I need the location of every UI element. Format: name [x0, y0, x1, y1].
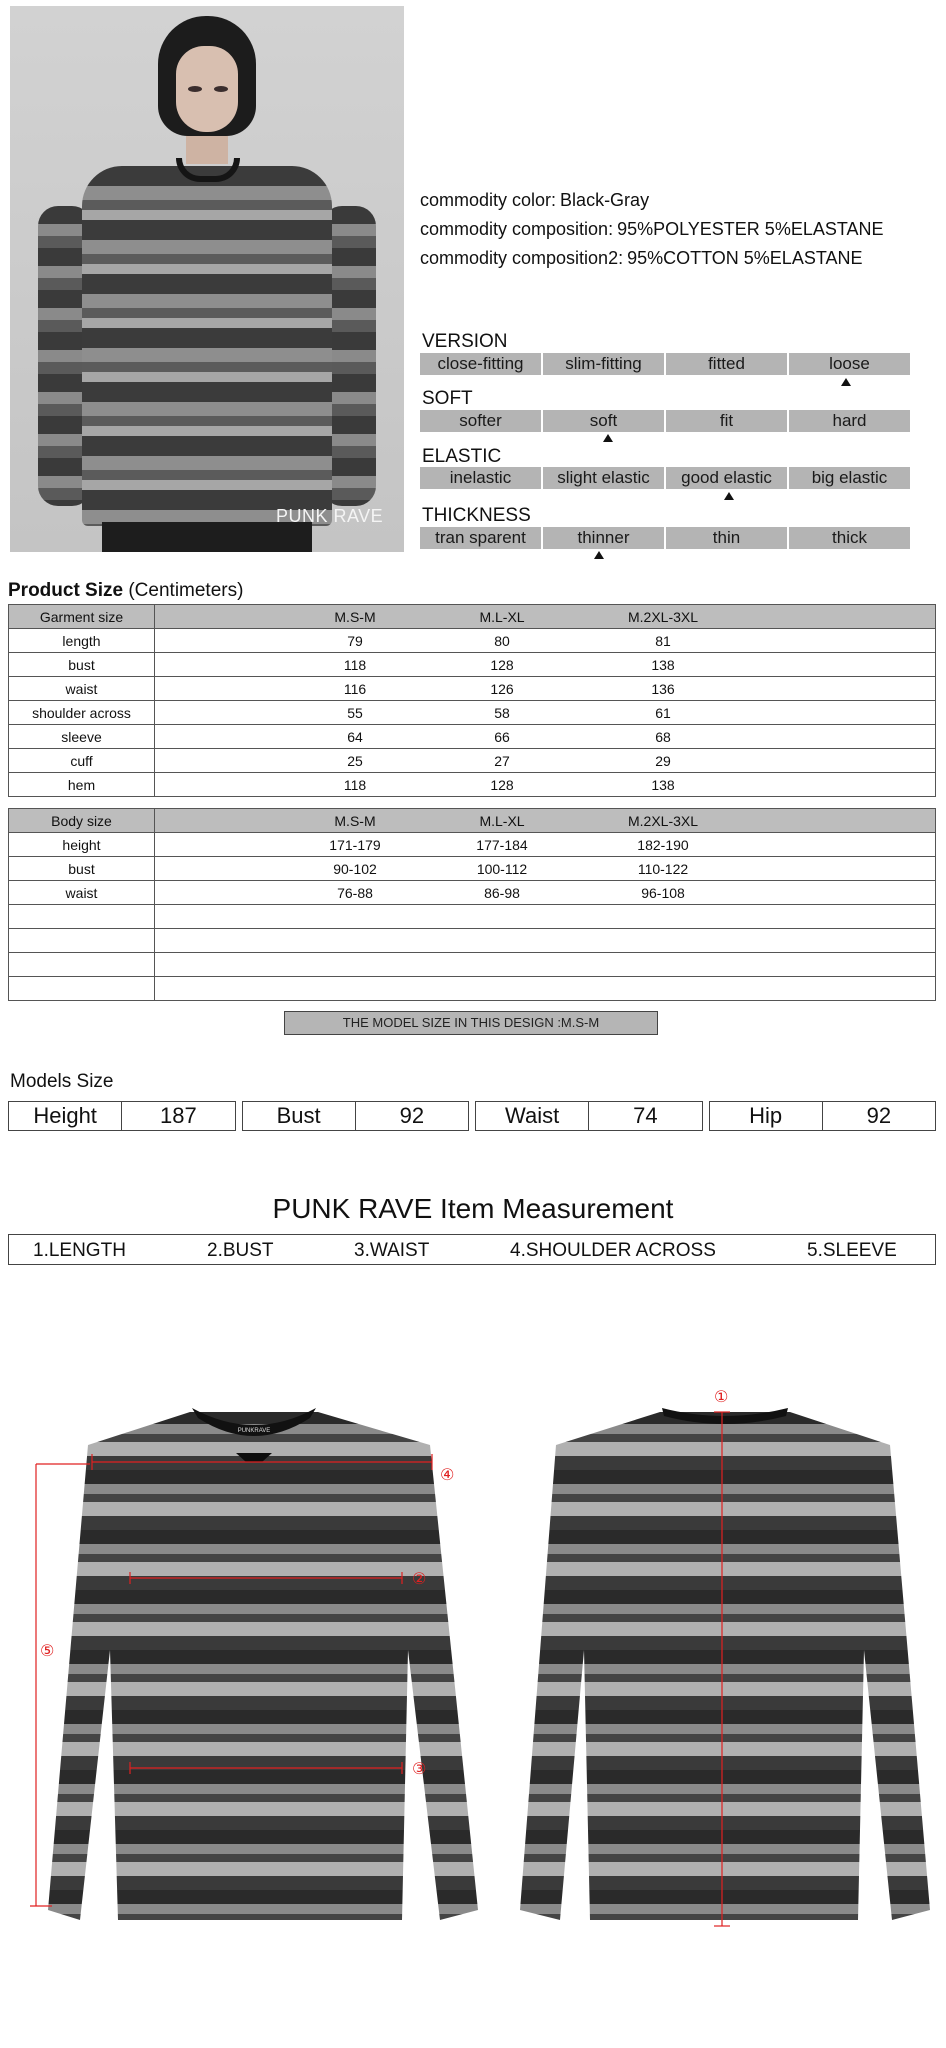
scale-option: good elastic	[666, 467, 787, 489]
table-header-row	[9, 605, 936, 629]
soft-scale	[420, 410, 910, 432]
table-cell: 128	[490, 657, 514, 673]
table-row	[9, 749, 936, 773]
model-waist	[475, 1101, 703, 1131]
thickness-scale	[420, 527, 910, 549]
scale-option: slim-fitting	[543, 353, 664, 375]
models-size-row	[8, 1101, 936, 1131]
table-row	[9, 653, 936, 677]
legend-item: 2.BUST	[207, 1240, 274, 1261]
row-label: height	[9, 833, 155, 857]
elastic-selected-marker	[724, 492, 734, 500]
table-cell: 76-88	[337, 885, 373, 901]
size-column-header: M.S-M	[334, 609, 376, 625]
table-cell: 118	[343, 657, 367, 673]
table-cell: 96-108	[641, 885, 685, 901]
scale-option: fit	[666, 410, 787, 432]
legend-item: 5.SLEEVE	[807, 1240, 897, 1261]
table-cell: 55	[347, 705, 363, 721]
size-column-header: M.2XL-3XL	[627, 609, 699, 625]
model-size-note: THE MODEL SIZE IN THIS DESIGN :M.S-M	[284, 1011, 658, 1035]
table-row	[9, 833, 936, 857]
table-cell: 110-122	[637, 861, 689, 877]
model-face	[176, 46, 238, 132]
soft-selected-marker	[603, 434, 613, 442]
empty-row	[9, 977, 936, 1001]
measure-key: Height	[9, 1102, 122, 1130]
size-column-header: M.S-M	[334, 813, 376, 829]
soft-title: SOFT	[422, 388, 473, 409]
scale-option: fitted	[666, 353, 787, 375]
table-cell: 126	[490, 681, 514, 697]
front-sweater	[48, 1408, 478, 1920]
measurement-legend	[8, 1234, 936, 1265]
table-header-row	[9, 809, 936, 833]
scale-option: loose	[789, 353, 910, 375]
table-row	[9, 629, 936, 653]
row-label: waist	[9, 677, 155, 701]
body-size-header: Body size	[9, 809, 155, 833]
version-title: VERSION	[422, 331, 508, 352]
scale-option: thin	[666, 527, 787, 549]
row-label: cuff	[9, 749, 155, 773]
row-label: length	[9, 629, 155, 653]
table-cell: 79	[347, 633, 363, 649]
row-label: sleeve	[9, 725, 155, 749]
table-cell: 27	[494, 753, 510, 769]
table-cell: 171-179	[329, 837, 381, 853]
scale-option: inelastic	[420, 467, 541, 489]
scale-option: slight elastic	[543, 467, 664, 489]
table-row	[9, 725, 936, 749]
measure-value: 92	[399, 1103, 425, 1128]
table-cell: 86-98	[484, 885, 520, 901]
table-cell: 118	[343, 777, 367, 793]
row-label: bust	[9, 857, 155, 881]
thickness-selected-marker	[594, 551, 604, 559]
size-column-header: M.L-XL	[479, 813, 525, 829]
table-cell: 80	[494, 633, 510, 649]
scale-option: thick	[789, 527, 910, 549]
table-cell: 29	[655, 753, 671, 769]
table-cell: 66	[494, 729, 510, 745]
model-hip	[709, 1101, 937, 1131]
commodity-composition2: commodity composition2: 95%COTTON 5%ELASTANE	[420, 248, 863, 268]
row-label: waist	[9, 881, 155, 905]
thickness-title: THICKNESS	[422, 505, 531, 526]
table-row	[9, 701, 936, 725]
commodity-composition: commodity composition: 95%POLYESTER 5%ELASTANE	[420, 219, 884, 239]
measure-key: Bust	[243, 1102, 356, 1130]
scale-option: tran sparent	[420, 527, 541, 549]
table-cell: 100-112	[476, 861, 528, 877]
body-size-table	[8, 808, 936, 1001]
size-column-header: M.L-XL	[479, 609, 525, 625]
table-cell: 116	[343, 681, 367, 697]
marker-length: ①	[714, 1387, 729, 1406]
table-cell: 138	[651, 777, 675, 793]
measure-value: 74	[633, 1103, 658, 1128]
table-row	[9, 773, 936, 797]
sweater-body	[82, 166, 332, 526]
legend-item: 3.WAIST	[354, 1240, 430, 1261]
model-height	[8, 1101, 236, 1131]
table-cell: 58	[494, 705, 510, 721]
scale-option: softer	[420, 410, 541, 432]
size-column-header: M.2XL-3XL	[627, 813, 699, 829]
empty-row	[9, 929, 936, 953]
legend-item: 1.LENGTH	[33, 1240, 126, 1261]
measurement-title: PUNK RAVE Item Measurement	[272, 1193, 674, 1224]
elastic-title: ELASTIC	[422, 446, 502, 467]
table-cell: 128	[490, 777, 514, 793]
row-label: shoulder across	[9, 701, 155, 725]
table-cell: 25	[347, 753, 363, 769]
empty-row	[9, 905, 936, 929]
measure-value: 187	[160, 1103, 197, 1128]
scale-option: hard	[789, 410, 910, 432]
version-selected-marker	[841, 378, 851, 386]
measure-key: Hip	[710, 1102, 823, 1130]
scale-option: big elastic	[789, 467, 910, 489]
row-label: hem	[9, 773, 155, 797]
table-row	[9, 677, 936, 701]
table-cell: 177-184	[476, 837, 528, 853]
version-scale	[420, 353, 910, 375]
table-cell: 90-102	[333, 861, 377, 877]
empty-row	[9, 953, 936, 977]
measure-value: 92	[866, 1103, 892, 1128]
table-row	[9, 857, 936, 881]
table-cell: 136	[651, 681, 675, 697]
neck-tag: PUNKRAVE	[237, 1428, 271, 1434]
model-photo	[10, 6, 404, 552]
table-cell: 138	[651, 657, 675, 673]
product-size-title: Product Size (Centimeters)	[8, 580, 244, 601]
scale-option: soft	[543, 410, 664, 432]
garment-size-header: Garment size	[9, 605, 155, 629]
garment-size-table	[8, 604, 936, 797]
marker-waist: ③	[412, 1759, 427, 1778]
measurement-diagram	[0, 1350, 946, 1950]
table-cell: 68	[655, 729, 671, 745]
legend-item: 4.SHOULDER ACROSS	[510, 1240, 716, 1261]
table-cell: 182-190	[637, 837, 689, 853]
marker-bust: ②	[412, 1569, 427, 1588]
table-cell: 81	[655, 633, 671, 649]
brand-watermark: PUNK RAVE	[276, 506, 384, 526]
row-label: bust	[9, 653, 155, 677]
commodity-color: commodity color: Black-Gray	[420, 190, 650, 210]
models-size-title: Models Size	[10, 1071, 114, 1092]
scale-option: close-fitting	[420, 353, 541, 375]
scale-option: thinner	[543, 527, 664, 549]
table-cell: 61	[655, 705, 671, 721]
table-cell: 64	[347, 729, 363, 745]
model-bust	[242, 1101, 470, 1131]
back-sweater	[520, 1408, 930, 1920]
table-row	[9, 881, 936, 905]
measure-key: Waist	[476, 1102, 589, 1130]
marker-shoulder: ④	[440, 1465, 455, 1484]
marker-sleeve: ⑤	[40, 1641, 55, 1660]
elastic-scale	[420, 467, 910, 489]
